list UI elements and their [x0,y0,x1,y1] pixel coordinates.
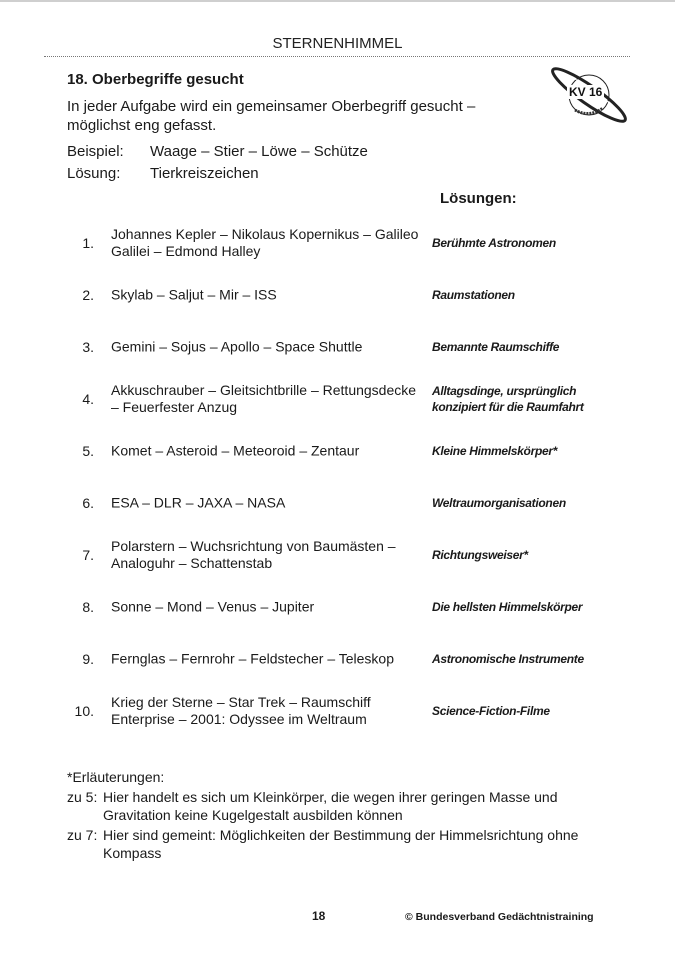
section-title: 18. Oberbegriffe gesucht [67,71,244,88]
kv-badge [545,62,630,128]
note-entry [67,826,627,862]
task-terms: Sonne – Mond – Venus – Jupiter [111,598,315,615]
notes-heading: *Erläuterungen: [67,769,165,785]
task-item [0,689,675,733]
page-header-title: STERNENHIMMEL [272,35,403,52]
task-item [0,481,675,525]
task-number: 5. [82,443,94,459]
task-number: 6. [82,495,94,511]
task-item [0,221,675,265]
solutions-heading: Lösungen: [440,190,517,207]
notes-section [67,768,627,862]
task-answer: Berühmte Astronomen [432,236,556,250]
task-item [0,377,675,421]
task-item [0,585,675,629]
header-dotted-rule [44,56,630,57]
task-terms: Skylab – Saljut – Mir – ISS [111,286,277,303]
task-number: 7. [82,547,94,563]
task-answer: Alltagsdinge, ursprünglich konzipiert für die Raumfahrt [432,384,584,414]
task-terms: ESA – DLR – JAXA – NASA [111,494,286,511]
example-solution-label: Lösung: [67,165,121,182]
page-number: 18 [312,909,326,923]
task-terms: Komet – Asteroid – Meteoroid – Zentaur [111,442,360,459]
task-terms: Johannes Kepler – Nikolaus Kopernikus – Galileo Galilei – Edmond Halley [111,226,419,259]
task-answer: Kleine Himmelskörper* [432,444,558,458]
note-text: Hier sind gemeint: Möglichkeiten der Bestimmung der Himmelsrichtung ohne Kompass [103,827,579,861]
task-terms: Gemini – Sojus – Apollo – Space Shuttle [111,338,363,355]
example-solution-row [67,165,259,182]
task-terms: Fernglas – Fernrohr – Feldstecher – Teleskop [111,650,394,667]
task-item [0,533,675,577]
task-item [0,637,675,681]
note-entry [67,788,627,824]
task-item [0,429,675,473]
task-answer: Richtungsweiser* [432,548,528,562]
example-value: Waage – Stier – Löwe – Schütze [150,143,368,160]
note-ref: zu 7: [67,827,98,843]
task-terms: Krieg der Sterne – Star Trek – Raumschiff Enterprise – 2001: Odyssee im Weltraum [111,694,371,727]
task-item [0,273,675,317]
task-answer: Raumstationen [432,288,515,302]
task-terms: Polarstern – Wuchsrichtung von Baumästen – Analoguhr – Schattenstab [111,538,396,571]
task-answer: Die hellsten Himmelskörper [432,600,583,614]
task-terms: Akkuschrauber – Gleitsichtbrille – Rettungsdecke – Feuerfester Anzug [111,382,417,415]
example-label: Beispiel: [67,143,124,160]
task-answer: Bemannte Raumschiffe [432,340,560,354]
note-text: Hier handelt es sich um Kleinkörper, die wegen ihrer geringen Masse und Gravitation keine Kugelgestalt ausbilden können [103,789,558,823]
task-item [0,325,675,369]
task-number: 9. [82,651,94,667]
example-row [67,143,368,160]
task-number: 4. [82,391,94,407]
task-answer: Weltraumorganisationen [432,496,566,510]
task-number: 8. [82,599,94,615]
kv-badge-label: KV 16 [569,85,603,99]
note-ref: zu 5: [67,789,98,805]
task-number: 10. [74,703,94,719]
task-number: 1. [82,235,94,251]
task-answer: Science-Fiction-Filme [432,704,550,718]
intro-text: In jeder Aufgabe wird ein gemeinsamer Oberbegriff gesucht – möglichst eng gefasst. [67,98,476,134]
copyright-notice: © Bundesverband Gedächtnistraining [405,911,594,923]
task-answer: Astronomische Instrumente [432,652,584,666]
task-number: 2. [82,287,94,303]
task-number: 3. [82,339,94,355]
example-solution-value: Tierkreiszeichen [150,165,259,182]
